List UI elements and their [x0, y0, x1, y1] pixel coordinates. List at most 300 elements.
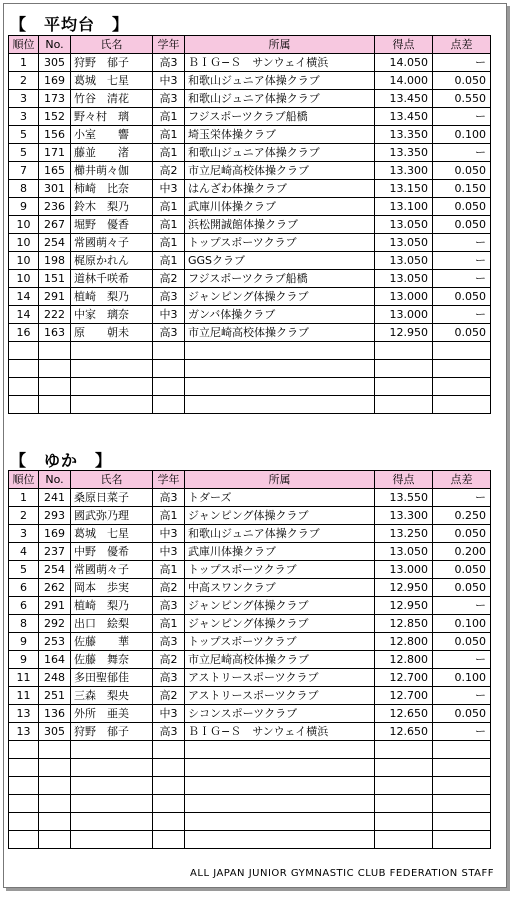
- cell-grade: [153, 795, 185, 813]
- cell-diff: 0.150: [433, 180, 491, 198]
- cell-no: 291: [39, 288, 71, 306]
- cell-grade: 高1: [153, 198, 185, 216]
- cell-club: [185, 831, 375, 849]
- cell-name: 三森 梨央: [71, 687, 153, 705]
- cell-rank: 8: [9, 180, 39, 198]
- table-row: [9, 54, 491, 72]
- cell-diff: [433, 777, 491, 795]
- cell-rank: 5: [9, 126, 39, 144]
- cell-name: [71, 759, 153, 777]
- cell-rank: [9, 759, 39, 777]
- cell-grade: [153, 396, 185, 414]
- cell-rank: 14: [9, 306, 39, 324]
- table-row: [9, 216, 491, 234]
- cell-grade: [153, 342, 185, 360]
- cell-diff: 0.050: [433, 288, 491, 306]
- cell-club: トップスポーツクラブ: [185, 561, 375, 579]
- cell-name: 小室 響: [71, 126, 153, 144]
- cell-club: アストリースポーツクラブ: [185, 687, 375, 705]
- cell-rank: 10: [9, 270, 39, 288]
- cell-no: 293: [39, 507, 71, 525]
- cell-name: [71, 777, 153, 795]
- cell-grade: 高1: [153, 615, 185, 633]
- cell-score: 13.150: [375, 180, 433, 198]
- cell-rank: 5: [9, 144, 39, 162]
- cell-score: 13.350: [375, 126, 433, 144]
- cell-name: 柿崎 比奈: [71, 180, 153, 198]
- cell-score: 13.050: [375, 252, 433, 270]
- cell-diff: 0.100: [433, 669, 491, 687]
- cell-name: 葛城 七星: [71, 72, 153, 90]
- table-row: [9, 561, 491, 579]
- cell-grade: 高3: [153, 324, 185, 342]
- cell-score: [375, 741, 433, 759]
- cell-no: 292: [39, 615, 71, 633]
- empty-row: [9, 759, 491, 777]
- cell-rank: 1: [9, 489, 39, 507]
- cell-club: フジスポーツクラブ船橋: [185, 270, 375, 288]
- cell-name: [71, 831, 153, 849]
- cell-diff: 0.050: [433, 561, 491, 579]
- cell-rank: 10: [9, 216, 39, 234]
- cell-rank: 13: [9, 705, 39, 723]
- table-row: [9, 126, 491, 144]
- cell-rank: 3: [9, 525, 39, 543]
- cell-club: 和歌山ジュニア体操クラブ: [185, 90, 375, 108]
- cell-diff: [433, 396, 491, 414]
- table-row: [9, 597, 491, 615]
- table-row: [9, 72, 491, 90]
- empty-row: [9, 342, 491, 360]
- cell-score: 13.050: [375, 216, 433, 234]
- cell-rank: [9, 831, 39, 849]
- cell-diff: ー: [433, 489, 491, 507]
- cell-club: [185, 396, 375, 414]
- cell-no: 305: [39, 54, 71, 72]
- cell-no: 165: [39, 162, 71, 180]
- cell-rank: 10: [9, 234, 39, 252]
- header-no: No.: [39, 36, 71, 54]
- cell-diff: [433, 360, 491, 378]
- cell-name: 常國萌々子: [71, 561, 153, 579]
- cell-rank: 3: [9, 108, 39, 126]
- cell-no: 163: [39, 324, 71, 342]
- floor-results-table: [8, 470, 491, 849]
- cell-no: [39, 360, 71, 378]
- table-header-row: [9, 36, 491, 54]
- cell-club: 市立尼崎高校体操クラブ: [185, 324, 375, 342]
- header-rank: 順位: [9, 36, 39, 54]
- cell-score: [375, 342, 433, 360]
- cell-score: 13.300: [375, 162, 433, 180]
- cell-club: シコンスポーツクラブ: [185, 705, 375, 723]
- cell-club: 浜松開誠館体操クラブ: [185, 216, 375, 234]
- cell-rank: [9, 777, 39, 795]
- cell-score: 12.850: [375, 615, 433, 633]
- cell-name: 岡本 歩実: [71, 579, 153, 597]
- cell-score: 13.250: [375, 525, 433, 543]
- cell-no: 301: [39, 180, 71, 198]
- cell-club: ジャンピング体操クラブ: [185, 597, 375, 615]
- cell-name: 常國萌々子: [71, 234, 153, 252]
- cell-rank: 9: [9, 198, 39, 216]
- header-no: No.: [39, 471, 71, 489]
- beam-section-title: 【 平均台 】: [10, 15, 130, 34]
- cell-name: 桑原日菜子: [71, 489, 153, 507]
- cell-diff: ー: [433, 54, 491, 72]
- cell-score: 13.100: [375, 198, 433, 216]
- cell-rank: 11: [9, 669, 39, 687]
- cell-diff: ー: [433, 270, 491, 288]
- header-club: 所属: [185, 471, 375, 489]
- table-row: [9, 633, 491, 651]
- cell-rank: 13: [9, 723, 39, 741]
- cell-diff: [433, 795, 491, 813]
- cell-club: ジャンピング体操クラブ: [185, 615, 375, 633]
- cell-name: [71, 813, 153, 831]
- table-row: [9, 90, 491, 108]
- cell-score: [375, 360, 433, 378]
- table-row: [9, 525, 491, 543]
- table-row: [9, 324, 491, 342]
- table-row: [9, 288, 491, 306]
- empty-row: [9, 396, 491, 414]
- cell-diff: 0.050: [433, 162, 491, 180]
- table-row: [9, 252, 491, 270]
- cell-no: 241: [39, 489, 71, 507]
- cell-diff: [433, 813, 491, 831]
- cell-name: [71, 741, 153, 759]
- cell-diff: 0.050: [433, 324, 491, 342]
- cell-score: 14.000: [375, 72, 433, 90]
- cell-rank: [9, 378, 39, 396]
- cell-score: 12.950: [375, 579, 433, 597]
- cell-grade: 高1: [153, 234, 185, 252]
- cell-name: 中家 璃奈: [71, 306, 153, 324]
- cell-grade: 中3: [153, 705, 185, 723]
- cell-diff: ー: [433, 723, 491, 741]
- cell-no: 171: [39, 144, 71, 162]
- header-grade: 学年: [153, 36, 185, 54]
- cell-grade: 高1: [153, 126, 185, 144]
- cell-score: [375, 759, 433, 777]
- table-row: [9, 270, 491, 288]
- cell-score: 13.050: [375, 543, 433, 561]
- cell-diff: 0.050: [433, 198, 491, 216]
- cell-name: 外所 亜美: [71, 705, 153, 723]
- cell-club: アストリースポーツクラブ: [185, 669, 375, 687]
- cell-club: トダーズ: [185, 489, 375, 507]
- cell-diff: 0.050: [433, 579, 491, 597]
- cell-no: [39, 396, 71, 414]
- cell-no: 253: [39, 633, 71, 651]
- cell-name: 國武弥乃理: [71, 507, 153, 525]
- cell-no: 156: [39, 126, 71, 144]
- cell-no: 262: [39, 579, 71, 597]
- cell-name: 鈴木 梨乃: [71, 198, 153, 216]
- cell-no: 169: [39, 72, 71, 90]
- cell-name: 竹谷 清花: [71, 90, 153, 108]
- cell-grade: [153, 831, 185, 849]
- table-row: [9, 306, 491, 324]
- cell-score: 12.950: [375, 597, 433, 615]
- cell-diff: ー: [433, 306, 491, 324]
- cell-club: ＢＩＧ−Ｓ サンウェイ横浜: [185, 723, 375, 741]
- header-club: 所属: [185, 36, 375, 54]
- cell-score: 13.450: [375, 108, 433, 126]
- cell-score: [375, 831, 433, 849]
- cell-club: 市立尼崎高校体操クラブ: [185, 651, 375, 669]
- cell-rank: [9, 342, 39, 360]
- cell-club: [185, 795, 375, 813]
- table-row: [9, 723, 491, 741]
- cell-club: 武庫川体操クラブ: [185, 543, 375, 561]
- table-row: [9, 108, 491, 126]
- cell-score: 12.800: [375, 651, 433, 669]
- cell-rank: 14: [9, 288, 39, 306]
- cell-grade: 中3: [153, 72, 185, 90]
- cell-club: 市立尼崎高校体操クラブ: [185, 162, 375, 180]
- cell-grade: 中3: [153, 525, 185, 543]
- cell-club: GGSクラブ: [185, 252, 375, 270]
- cell-rank: [9, 795, 39, 813]
- cell-score: 12.650: [375, 723, 433, 741]
- table-row: [9, 705, 491, 723]
- cell-score: 13.050: [375, 270, 433, 288]
- cell-club: フジスポーツクラブ船橋: [185, 108, 375, 126]
- cell-no: 198: [39, 252, 71, 270]
- cell-score: [375, 378, 433, 396]
- cell-score: 12.950: [375, 324, 433, 342]
- cell-name: 植崎 梨乃: [71, 288, 153, 306]
- cell-rank: 10: [9, 252, 39, 270]
- cell-club: [185, 378, 375, 396]
- cell-no: 151: [39, 270, 71, 288]
- cell-no: 173: [39, 90, 71, 108]
- cell-diff: 0.200: [433, 543, 491, 561]
- cell-club: 武庫川体操クラブ: [185, 198, 375, 216]
- cell-club: [185, 741, 375, 759]
- cell-club: 和歌山ジュニア体操クラブ: [185, 72, 375, 90]
- cell-rank: [9, 360, 39, 378]
- cell-no: 267: [39, 216, 71, 234]
- cell-score: 12.650: [375, 705, 433, 723]
- cell-rank: 3: [9, 90, 39, 108]
- cell-score: 13.300: [375, 507, 433, 525]
- empty-row: [9, 795, 491, 813]
- cell-score: 12.700: [375, 669, 433, 687]
- cell-diff: ー: [433, 651, 491, 669]
- cell-no: [39, 759, 71, 777]
- empty-row: [9, 378, 491, 396]
- table-row: [9, 615, 491, 633]
- cell-no: 248: [39, 669, 71, 687]
- cell-diff: [433, 378, 491, 396]
- cell-score: [375, 813, 433, 831]
- cell-diff: ー: [433, 687, 491, 705]
- cell-grade: 高2: [153, 270, 185, 288]
- empty-row: [9, 813, 491, 831]
- cell-diff: 0.250: [433, 507, 491, 525]
- cell-score: 13.050: [375, 234, 433, 252]
- cell-grade: 高2: [153, 162, 185, 180]
- cell-name: 原 朝未: [71, 324, 153, 342]
- cell-grade: [153, 378, 185, 396]
- cell-score: 13.000: [375, 288, 433, 306]
- cell-club: 和歌山ジュニア体操クラブ: [185, 144, 375, 162]
- table-row: [9, 162, 491, 180]
- cell-rank: 6: [9, 579, 39, 597]
- cell-score: 12.800: [375, 633, 433, 651]
- cell-diff: [433, 741, 491, 759]
- cell-rank: 9: [9, 633, 39, 651]
- cell-score: 13.350: [375, 144, 433, 162]
- cell-grade: 中3: [153, 543, 185, 561]
- cell-rank: 16: [9, 324, 39, 342]
- cell-grade: [153, 813, 185, 831]
- cell-rank: 7: [9, 162, 39, 180]
- cell-grade: [153, 759, 185, 777]
- cell-rank: 9: [9, 651, 39, 669]
- cell-rank: 2: [9, 72, 39, 90]
- cell-rank: 11: [9, 687, 39, 705]
- header-rank: 順位: [9, 471, 39, 489]
- cell-rank: 8: [9, 615, 39, 633]
- cell-club: ジャンピング体操クラブ: [185, 288, 375, 306]
- cell-score: 13.450: [375, 90, 433, 108]
- cell-diff: 0.100: [433, 615, 491, 633]
- cell-diff: ー: [433, 108, 491, 126]
- cell-diff: ー: [433, 597, 491, 615]
- cell-name: 葛城 七星: [71, 525, 153, 543]
- cell-diff: 0.050: [433, 72, 491, 90]
- cell-no: [39, 795, 71, 813]
- cell-grade: 高3: [153, 597, 185, 615]
- cell-club: トップスポーツクラブ: [185, 633, 375, 651]
- cell-club: はんざわ体操クラブ: [185, 180, 375, 198]
- cell-diff: [433, 759, 491, 777]
- cell-name: 狩野 郁子: [71, 54, 153, 72]
- cell-diff: 0.550: [433, 90, 491, 108]
- header-diff: 点差: [433, 36, 491, 54]
- table-row: [9, 180, 491, 198]
- cell-grade: 高3: [153, 633, 185, 651]
- cell-no: [39, 342, 71, 360]
- cell-name: 佐藤 華: [71, 633, 153, 651]
- cell-rank: 1: [9, 54, 39, 72]
- cell-diff: 0.050: [433, 216, 491, 234]
- cell-score: 13.000: [375, 306, 433, 324]
- cell-name: 植崎 梨乃: [71, 597, 153, 615]
- cell-grade: 高2: [153, 687, 185, 705]
- cell-no: 291: [39, 597, 71, 615]
- cell-grade: 高3: [153, 669, 185, 687]
- empty-row: [9, 831, 491, 849]
- cell-grade: 高3: [153, 489, 185, 507]
- cell-name: [71, 342, 153, 360]
- cell-no: [39, 378, 71, 396]
- cell-no: 152: [39, 108, 71, 126]
- cell-no: [39, 813, 71, 831]
- cell-rank: [9, 813, 39, 831]
- cell-name: 野々村 璃: [71, 108, 153, 126]
- cell-score: [375, 795, 433, 813]
- cell-grade: [153, 360, 185, 378]
- cell-score: [375, 396, 433, 414]
- empty-row: [9, 777, 491, 795]
- cell-name: [71, 396, 153, 414]
- cell-name: 堀野 優香: [71, 216, 153, 234]
- cell-name: 道林千咲希: [71, 270, 153, 288]
- header-diff: 点差: [433, 471, 491, 489]
- cell-grade: 高1: [153, 144, 185, 162]
- cell-name: 藤並 渚: [71, 144, 153, 162]
- cell-diff: ー: [433, 252, 491, 270]
- cell-no: [39, 741, 71, 759]
- table-row: [9, 198, 491, 216]
- cell-no: 254: [39, 234, 71, 252]
- cell-name: [71, 360, 153, 378]
- cell-grade: 中3: [153, 180, 185, 198]
- cell-club: [185, 360, 375, 378]
- cell-rank: [9, 741, 39, 759]
- cell-name: 狩野 郁子: [71, 723, 153, 741]
- cell-diff: 0.050: [433, 633, 491, 651]
- table-row: [9, 543, 491, 561]
- cell-score: 12.700: [375, 687, 433, 705]
- cell-grade: 高2: [153, 651, 185, 669]
- cell-grade: 高1: [153, 108, 185, 126]
- cell-grade: 高1: [153, 561, 185, 579]
- table-row: [9, 687, 491, 705]
- cell-grade: 高3: [153, 90, 185, 108]
- table-row: [9, 669, 491, 687]
- cell-club: [185, 777, 375, 795]
- cell-no: 236: [39, 198, 71, 216]
- cell-score: [375, 777, 433, 795]
- header-name: 氏名: [71, 471, 153, 489]
- table-row: [9, 234, 491, 252]
- cell-club: ジャンピング体操クラブ: [185, 507, 375, 525]
- table-row: [9, 579, 491, 597]
- cell-name: 櫛井萌々伽: [71, 162, 153, 180]
- cell-no: [39, 831, 71, 849]
- table-header-row: [9, 471, 491, 489]
- cell-score: 13.550: [375, 489, 433, 507]
- cell-club: [185, 342, 375, 360]
- cell-name: [71, 795, 153, 813]
- cell-diff: ー: [433, 144, 491, 162]
- cell-diff: ー: [433, 234, 491, 252]
- cell-grade: [153, 777, 185, 795]
- cell-club: トップスポーツクラブ: [185, 234, 375, 252]
- cell-name: 多田聖郁佳: [71, 669, 153, 687]
- header-grade: 学年: [153, 471, 185, 489]
- cell-name: 中野 優希: [71, 543, 153, 561]
- cell-score: 13.000: [375, 561, 433, 579]
- cell-grade: 高1: [153, 507, 185, 525]
- header-name: 氏名: [71, 36, 153, 54]
- table-row: [9, 507, 491, 525]
- cell-diff: [433, 831, 491, 849]
- cell-rank: 5: [9, 561, 39, 579]
- cell-no: 237: [39, 543, 71, 561]
- cell-club: 埼玉栄体操クラブ: [185, 126, 375, 144]
- cell-diff: 0.050: [433, 525, 491, 543]
- cell-name: 出口 絵梨: [71, 615, 153, 633]
- cell-rank: [9, 396, 39, 414]
- cell-grade: 高3: [153, 723, 185, 741]
